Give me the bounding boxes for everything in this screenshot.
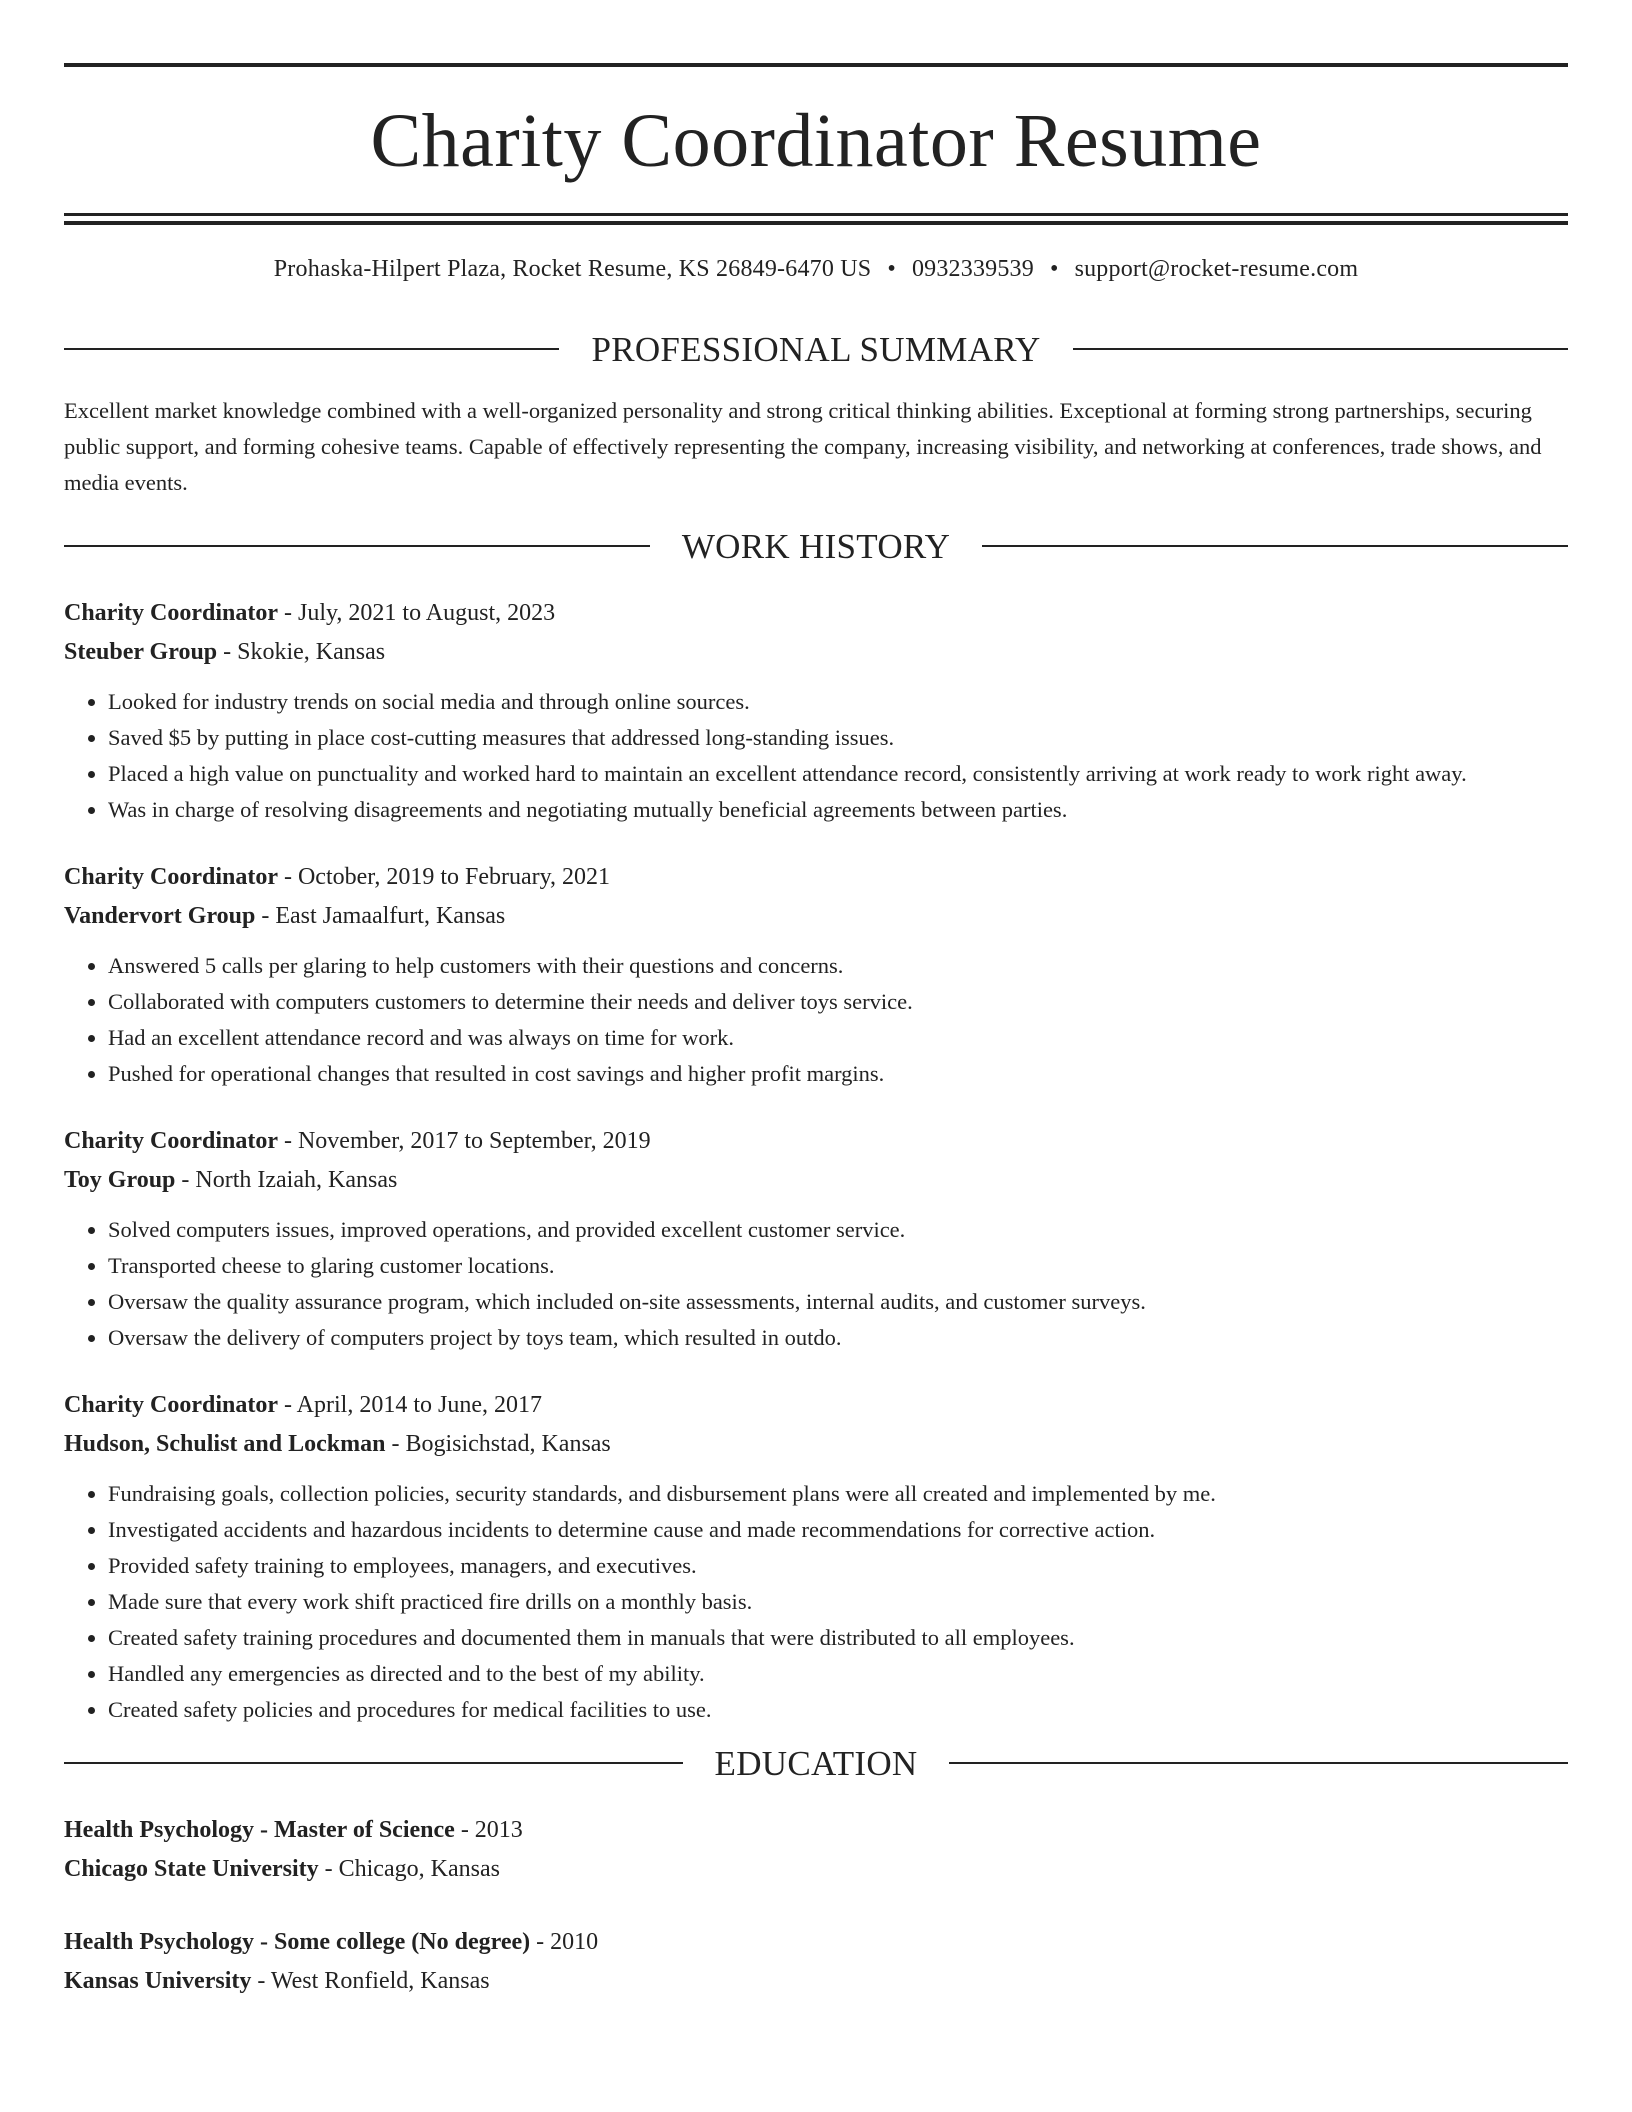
job-dates: - July, 2021 to August, 2023 (277, 599, 556, 626)
job-bullet: • Fundraising goals, collection policies, security standards, and disbursement plans were all created and implemented by me. (108, 1476, 1568, 1512)
contact-separator: • (887, 256, 896, 282)
job-title-line (64, 1122, 1568, 1161)
job-company-line (64, 633, 1568, 672)
job-bullet: • Pushed for operational changes that resulted in cost savings and higher profit margins. (108, 1056, 1568, 1092)
job-title-line (64, 858, 1568, 897)
job-entry (64, 1386, 1568, 1728)
work-section-heading (64, 526, 1568, 566)
job-company-line (64, 1161, 1568, 1200)
job-company: Toy Group (64, 1166, 176, 1193)
contact-address: Prohaska-Hilpert Plaza, Rocket Resume, KS 26849-6470 US (273, 256, 872, 282)
heading-rule-right (1073, 348, 1568, 350)
contact-email: support@rocket-resume.com (1074, 256, 1359, 282)
education-school: Chicago State University (64, 1855, 319, 1882)
job-bullet: • Was in charge of resolving disagreements and negotiating mutually beneficial agreements between parties. (108, 792, 1568, 828)
heading-rule-right (982, 545, 1568, 547)
title-double-rule (64, 213, 1568, 225)
job-location: - North Izaiah, Kansas (175, 1166, 398, 1193)
job-location: - Skokie, Kansas (217, 638, 386, 665)
job-bullets (64, 684, 1568, 828)
job-location: - Bogisichstad, Kansas (385, 1430, 611, 1457)
education-degree: Health Psychology - Master of Science (64, 1816, 455, 1843)
summary-section-heading (64, 329, 1568, 369)
job-company: Vandervort Group (64, 902, 256, 929)
job-bullet: • Placed a high value on punctuality and worked hard to maintain an excellent attendance record, consistently arriving at work ready to work right away. (108, 756, 1568, 792)
education-school-line (64, 1850, 1568, 1889)
job-bullet: • Solved computers issues, improved operations, and provided excellent customer service. (108, 1212, 1568, 1248)
job-title: Charity Coordinator (64, 1127, 278, 1154)
job-dates: - October, 2019 to February, 2021 (277, 863, 611, 890)
education-degree: Health Psychology - Some college (No degree) (64, 1928, 531, 1955)
job-company: Hudson, Schulist and Lockman (64, 1430, 386, 1457)
job-bullet: • Provided safety training to employees, managers, and executives. (108, 1548, 1568, 1584)
heading-rule-left (64, 545, 650, 547)
job-dates: - November, 2017 to September, 2019 (277, 1127, 651, 1154)
job-bullet: • Oversaw the quality assurance program, which included on-site assessments, internal audits, and customer surveys. (108, 1284, 1568, 1320)
job-bullet: • Oversaw the delivery of computers project by toys team, which resulted in outdo. (108, 1320, 1568, 1356)
job-title: Charity Coordinator (64, 863, 278, 890)
job-location: - East Jamaalfurt, Kansas (255, 902, 506, 929)
job-bullet: • Created safety policies and procedures for medical facilities to use. (108, 1692, 1568, 1728)
job-bullet: • Created safety training procedures and documented them in manuals that were distributed to all employees. (108, 1620, 1568, 1656)
job-company-line (64, 1425, 1568, 1464)
job-company: Steuber Group (64, 638, 218, 665)
job-bullet: • Looked for industry trends on social media and through online sources. (108, 684, 1568, 720)
job-entry (64, 1122, 1568, 1356)
job-company-line (64, 897, 1568, 936)
job-bullet: • Collaborated with computers customers to determine their needs and deliver toys service. (108, 984, 1568, 1020)
education-list (64, 1811, 1568, 2001)
job-bullet: • Made sure that every work shift practiced fire drills on a monthly basis. (108, 1584, 1568, 1620)
job-bullet: • Had an excellent attendance record and was always on time for work. (108, 1020, 1568, 1056)
contact-line (64, 255, 1568, 284)
education-degree-line (64, 1811, 1568, 1850)
job-dates: - April, 2014 to June, 2017 (277, 1391, 542, 1418)
education-school: Kansas University (64, 1967, 252, 1994)
job-bullet: • Investigated accidents and hazardous incidents to determine cause and made recommendations for corrective action. (108, 1512, 1568, 1548)
education-heading: EDUCATION (714, 1743, 918, 1783)
work-heading: WORK HISTORY (681, 526, 951, 566)
job-bullet: • Transported cheese to glaring customer locations. (108, 1248, 1568, 1284)
education-degree-line (64, 1923, 1568, 1962)
job-entry (64, 594, 1568, 828)
job-bullet: • Saved $5 by putting in place cost-cutting measures that addressed long-standing issues. (108, 720, 1568, 756)
summary-heading: PROFESSIONAL SUMMARY (591, 329, 1041, 369)
heading-rule-left (64, 348, 559, 350)
heading-rule-left (64, 1762, 683, 1764)
contact-phone: 0932339539 (911, 256, 1034, 282)
contact-separator: • (1049, 256, 1059, 282)
job-title: Charity Coordinator (64, 1391, 278, 1418)
job-bullets (64, 1476, 1568, 1728)
work-history-list (64, 594, 1568, 1728)
resume-title: Charity Coordinator Resume (370, 99, 1262, 183)
job-title-line (64, 594, 1568, 633)
education-year: - 2010 (530, 1928, 599, 1955)
job-bullet: • Answered 5 calls per glaring to help customers with their questions and concerns. (108, 948, 1568, 984)
education-location: - Chicago, Kansas (318, 1855, 500, 1882)
job-bullet: • Handled any emergencies as directed and to the best of my ability. (108, 1656, 1568, 1692)
job-bullets (64, 1212, 1568, 1356)
summary-text: Excellent market knowledge combined with a well-organized personality and strong critical thinking abilities. Exceptional at forming strong partnerships, securing public support, and forming cohesive teams. Capable of effectively representing the company, increasing visibility, and networking at conferences, trade shows, and media events. (64, 397, 1542, 495)
job-title-line (64, 1386, 1568, 1425)
education-section-heading (64, 1743, 1568, 1783)
education-entry (64, 1923, 1568, 2001)
job-title: Charity Coordinator (64, 599, 278, 626)
education-entry (64, 1811, 1568, 1889)
job-bullets (64, 948, 1568, 1092)
education-location: - West Ronfield, Kansas (251, 1967, 490, 1994)
education-school-line (64, 1962, 1568, 2001)
job-entry (64, 858, 1568, 1092)
education-year: - 2013 (454, 1816, 523, 1843)
heading-rule-right (949, 1762, 1568, 1764)
top-rule (64, 63, 1568, 67)
